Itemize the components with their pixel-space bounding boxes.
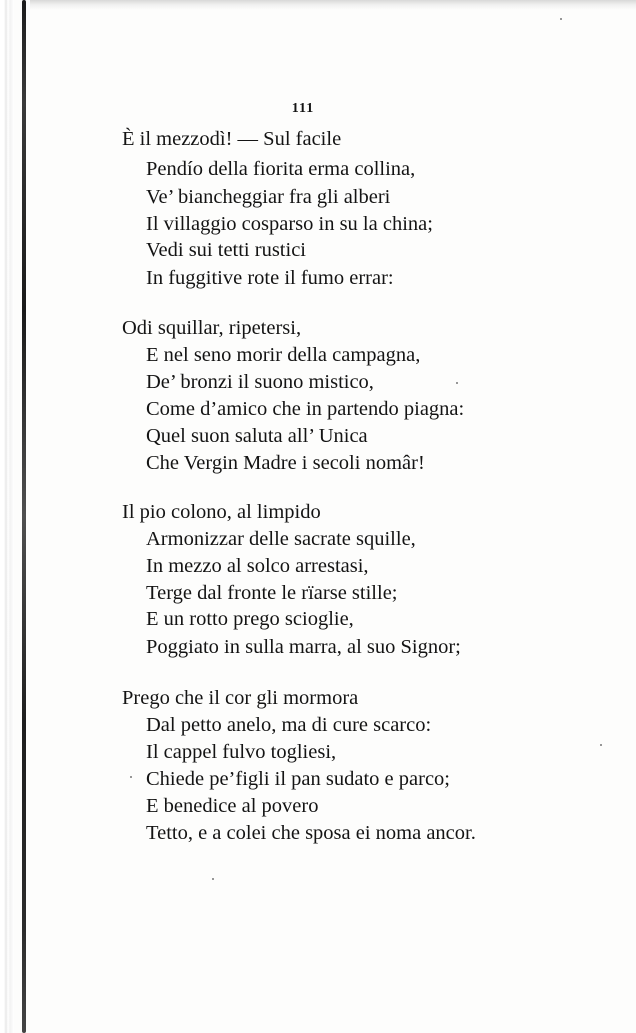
- page-top-shadow: [30, 0, 636, 10]
- page-binding-edge: [0, 0, 14, 1033]
- poem-line: Odi squillar, ripetersi,: [122, 317, 302, 339]
- poem-line: Vedi sui tetti rustici: [146, 239, 306, 261]
- page-number: 111: [291, 101, 315, 116]
- scan-speck: [600, 744, 602, 746]
- poem-line: Dal petto anelo, ma di cure scarco:: [146, 714, 432, 736]
- poem-line: Armonizzar delle sacrate squille,: [146, 528, 416, 550]
- poem-line: E benedice al povero: [146, 795, 319, 817]
- poem-line: Che Vergin Madre i secoli nomâr!: [146, 452, 425, 474]
- poem-line: Prego che il cor gli mormora: [122, 687, 359, 709]
- scan-speck: [130, 776, 132, 778]
- poem-line: Ve’ biancheggiar fra gli alberi: [146, 186, 391, 208]
- poem-line: Chiede pe’figli il pan sudato e parco;: [146, 768, 450, 790]
- scan-speck: [456, 382, 458, 384]
- poem-line: Poggiato in sulla marra, al suo Signor;: [146, 636, 461, 658]
- poem-line: De’ bronzi il suono mistico,: [146, 371, 374, 393]
- scan-speck: [212, 878, 214, 880]
- binding-shadow-line: [22, 0, 26, 1033]
- poem-line: Il cappel fulvo togliesi,: [146, 741, 337, 763]
- poem-line: Il pio colono, al limpido: [122, 501, 321, 523]
- poem-line: È il mezzodì! — Sul facile: [122, 128, 342, 150]
- poem-line: E un rotto prego scioglie,: [146, 608, 354, 630]
- poem-line: Quel suon saluta all’ Unica: [146, 425, 368, 447]
- poem-line: E nel seno morir della campagna,: [146, 344, 421, 366]
- poem-line: Tetto, e a colei che sposa ei noma ancor.: [146, 822, 476, 844]
- poem-line: Terge dal fronte le rïarse stille;: [146, 582, 398, 604]
- poem-line: Pendío della fiorita erma collina,: [146, 158, 416, 180]
- poem-line: In fuggitive rote il fumo errar:: [146, 267, 394, 289]
- poem-line: Come d’amico che in partendo piagna:: [146, 398, 465, 420]
- poem-line: In mezzo al solco arrestasi,: [146, 555, 369, 577]
- scan-speck: [560, 18, 562, 20]
- poem-line: Il villaggio cosparso in su la china;: [146, 213, 433, 235]
